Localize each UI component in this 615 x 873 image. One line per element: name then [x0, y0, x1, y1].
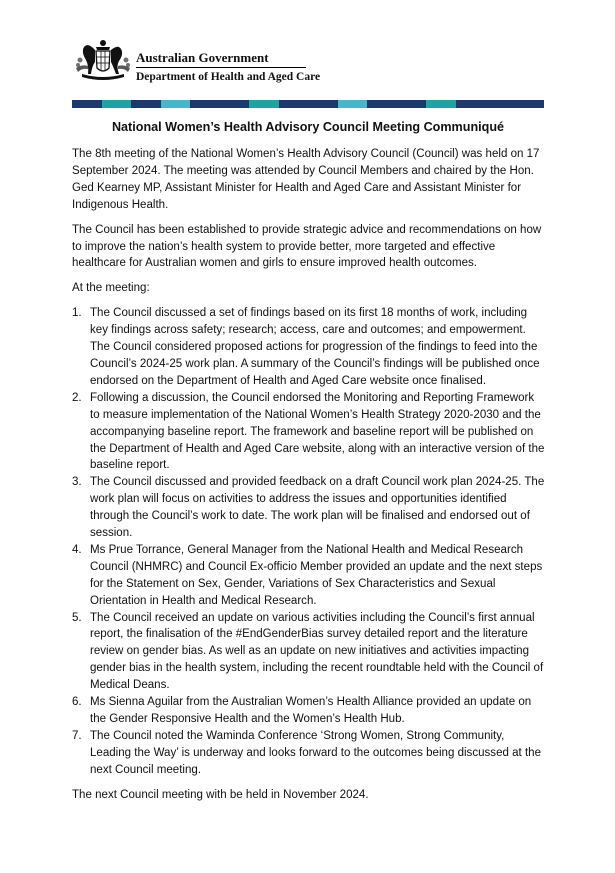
meeting-items-list [72, 305, 546, 778]
color-band-segment [161, 100, 191, 108]
purpose-paragraph: The Council has been established to provide strategic advice and recommendations on how to improve the nation’s health system to provide better, more targeted and effective healthcare for Australian women and girls to ensure improved health outcomes. [72, 223, 542, 270]
color-band [72, 100, 544, 108]
list-item-number: 4. [72, 543, 82, 556]
document-body [72, 146, 546, 812]
list-item-text: The Council received an update on various activities including the Council’s first annual report, the finalisation of the #EndGenderBias survey detailed report and the literature review on gender bias. As well as an update on new initiatives and activities impacting gender bias in the health system, including the recent roundtable held with the Council of Medical Deans. [90, 611, 544, 692]
color-band-segment [279, 100, 309, 108]
list-item-text: The Council discussed a set of findings based on its first 18 months of work, including key findings across safety; research; access, care and outcomes; and empowerment. The Council considered proposed actions for progression of the findings to feed into the Council’s 2024-25 work plan. A summary of the Council’s findings will be published once endorsed on the Department of Health and Aged Care website once finalised. [90, 307, 540, 387]
list-item-number: 3. [72, 476, 82, 489]
color-band-segment [515, 100, 545, 108]
list-item [72, 390, 546, 475]
list-item-number: 6. [72, 696, 82, 709]
header [72, 38, 332, 88]
list-item [72, 728, 546, 779]
list-item-text: Following a discussion, the Council endorsed the Monitoring and Reporting Framework to measure implementation of the National Women’s Health Strategy 2020-2030 and the accompanying baseline report. The framework and baseline report will be published on the Department of Health and Aged Care website, along with an interactive version of the baseline report. [90, 391, 545, 472]
color-band-segment [426, 100, 456, 108]
list-item [72, 694, 546, 728]
color-band-segment [190, 100, 220, 108]
at-meeting-label: At the meeting: [72, 282, 150, 295]
list-item-number: 7. [72, 729, 82, 742]
page-title: National Women’s Health Advisory Council Meeting Communiqué [111, 120, 505, 134]
color-band-segment [397, 100, 427, 108]
color-band-segment [485, 100, 515, 108]
government-name: Australian Government [136, 50, 269, 65]
org-name [136, 50, 320, 84]
closing-paragraph: The next Council meeting with be held in November 2024. [72, 788, 369, 801]
coat-of-arms-icon [72, 38, 134, 84]
list-item-text: Ms Sienna Aguilar from the Australian Women’s Health Alliance provided an update on the Gender Responsive Health and the Women’s Health Hub. [90, 696, 532, 725]
header-rule [136, 67, 306, 68]
color-band-segment [308, 100, 338, 108]
color-band-segment [102, 100, 132, 108]
color-band-segment [338, 100, 368, 108]
intro-paragraph: The 8th meeting of the National Women’s Health Advisory Council (Council) was held on 17 September 2024. The meeting was attended by Council Members and chaired by the Hon. Ged Kearney MP, Assistant Minister for Health and Aged Care and Assistant Minister for Indigenous Health. [72, 148, 540, 211]
color-band-segment [456, 100, 486, 108]
color-band-segment [72, 100, 102, 108]
list-item [72, 542, 546, 610]
list-item-number: 2. [72, 391, 82, 404]
color-band-segment [131, 100, 161, 108]
list-item-text: The Council noted the Waminda Conference ‘Strong Women, Strong Community, Leading the Way’ is underway and looks forward to the outcomes being discussed at the next Council meeting. [90, 729, 542, 776]
color-band-segment [249, 100, 279, 108]
list-item-text: The Council discussed and provided feedback on a draft Council work plan 2024-25. The work plan will focus on activities to address the issues and opportunities identified through the Council’s work to date. The work plan will be finalised and endorsed out of session. [90, 476, 545, 540]
list-item [72, 610, 546, 695]
list-item [72, 474, 546, 542]
color-band-segment [367, 100, 397, 108]
list-item-number: 1. [72, 307, 82, 320]
list-item-number: 5. [72, 611, 82, 624]
department-name: Department of Health and Aged Care [136, 71, 321, 83]
list-item [72, 305, 546, 390]
color-band-segment [220, 100, 250, 108]
list-item-text: Ms Prue Torrance, General Manager from the National Health and Medical Research Council (NHMRC) and Council Ex-officio Member provided an update and the next steps for the Statement on Sex, Gender, Variations of Sex Characteristics and Sexual Orientation in Health and Medical Research. [90, 543, 543, 607]
